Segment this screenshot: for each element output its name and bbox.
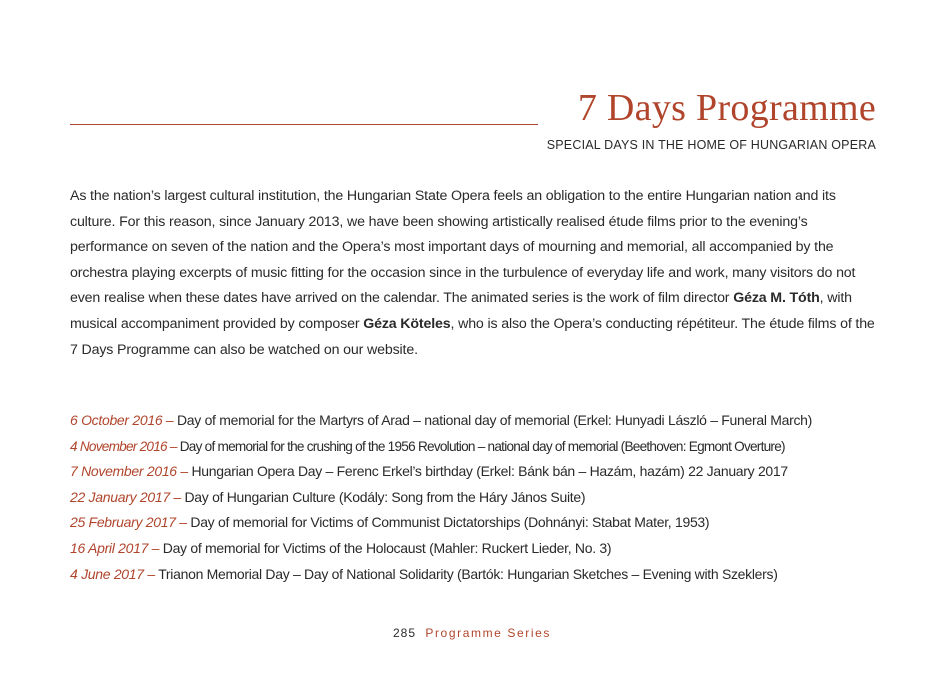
series-name: Programme Series xyxy=(425,626,551,640)
composer-name: Géza Köteles xyxy=(363,315,451,332)
event-date: 4 June 2017 xyxy=(70,565,144,582)
event-dash: – xyxy=(148,539,163,556)
event-dash: – xyxy=(176,463,192,480)
intro-text-2: , with musical accompaniment provided by composer xyxy=(70,290,852,332)
event-description: Hungarian Opera Day – Ferenc Erkel’s birthday (Erkel: Bánk bán – Hazám, hazám) 22 January 2017 xyxy=(191,463,788,480)
event-date: 7 November 2016 xyxy=(70,463,177,480)
event-date: 22 January 2017 xyxy=(70,488,170,505)
event-date: 6 October 2016 xyxy=(70,412,163,428)
event-item xyxy=(70,408,882,434)
event-item xyxy=(70,485,882,511)
event-dash: – xyxy=(143,565,159,582)
event-description: Day of memorial for Victims of the Holocaust (Mahler: Ruckert Lieder, No. 3) xyxy=(162,539,612,556)
header-rule xyxy=(70,124,538,125)
event-item xyxy=(70,562,882,588)
event-item xyxy=(70,459,882,485)
page-number: 285 xyxy=(392,626,417,640)
intro-text-1: As the nation’s largest cultural institution, the Hungarian State Opera feels an obligation to the entire Hungarian nation and its culture. For this reason, since January 2013, we have been showing artistically realised étude films prior to the evening’s performance on seven of the nation and the Opera’s most important days of mourning and memorial, all accompanied by the orchestra playing excerpts of music fitting for the occasion since in the turbulence of everyday life and work, many visitors do not even realise when these dates have arrived on the calendar. The animated series is the work of film director xyxy=(70,188,856,307)
page-subtitle: SPECIAL DAYS IN THE HOME OF HUNGARIAN OPERA xyxy=(546,138,876,152)
event-dash: – xyxy=(162,412,177,428)
event-item xyxy=(70,536,882,562)
event-dash: – xyxy=(169,488,185,505)
page-title: 7 Days Programme xyxy=(577,87,876,129)
event-date: 25 February 2017 xyxy=(70,514,176,531)
intro-paragraph xyxy=(70,184,882,363)
event-date: 16 April 2017 xyxy=(70,539,149,556)
event-description: Trianon Memorial Day – Day of National Solidarity (Bartók: Hungarian Sketches – Evening with Szeklers) xyxy=(158,565,778,582)
director-name: Géza M. Tóth xyxy=(733,290,820,307)
event-dash: – xyxy=(166,438,180,454)
event-description: Day of Hungarian Culture (Kodály: Song from the Háry János Suite) xyxy=(184,488,586,505)
event-item xyxy=(70,434,882,460)
event-description: Day of memorial for Victims of Communist Dictatorships (Dohnányi: Stabat Mater, 1953) xyxy=(190,514,710,531)
event-description: Day of memorial for the crushing of the 1956 Revolution – national day of memorial (Beethoven: Egmont Overture) xyxy=(179,438,785,454)
event-item xyxy=(70,510,882,536)
events-list xyxy=(70,408,882,587)
intro-text-3: , who is also the Opera’s conducting répétiteur. The étude films of the 7 Days Programme can also be watched on our website. xyxy=(70,315,875,358)
event-dash: – xyxy=(175,514,191,531)
event-description: Day of memorial for the Martyrs of Arad – national day of memorial (Erkel: Hunyadi László – Funeral March) xyxy=(176,412,813,428)
event-date: 4 November 2016 xyxy=(70,438,167,454)
page-footer xyxy=(0,626,944,640)
